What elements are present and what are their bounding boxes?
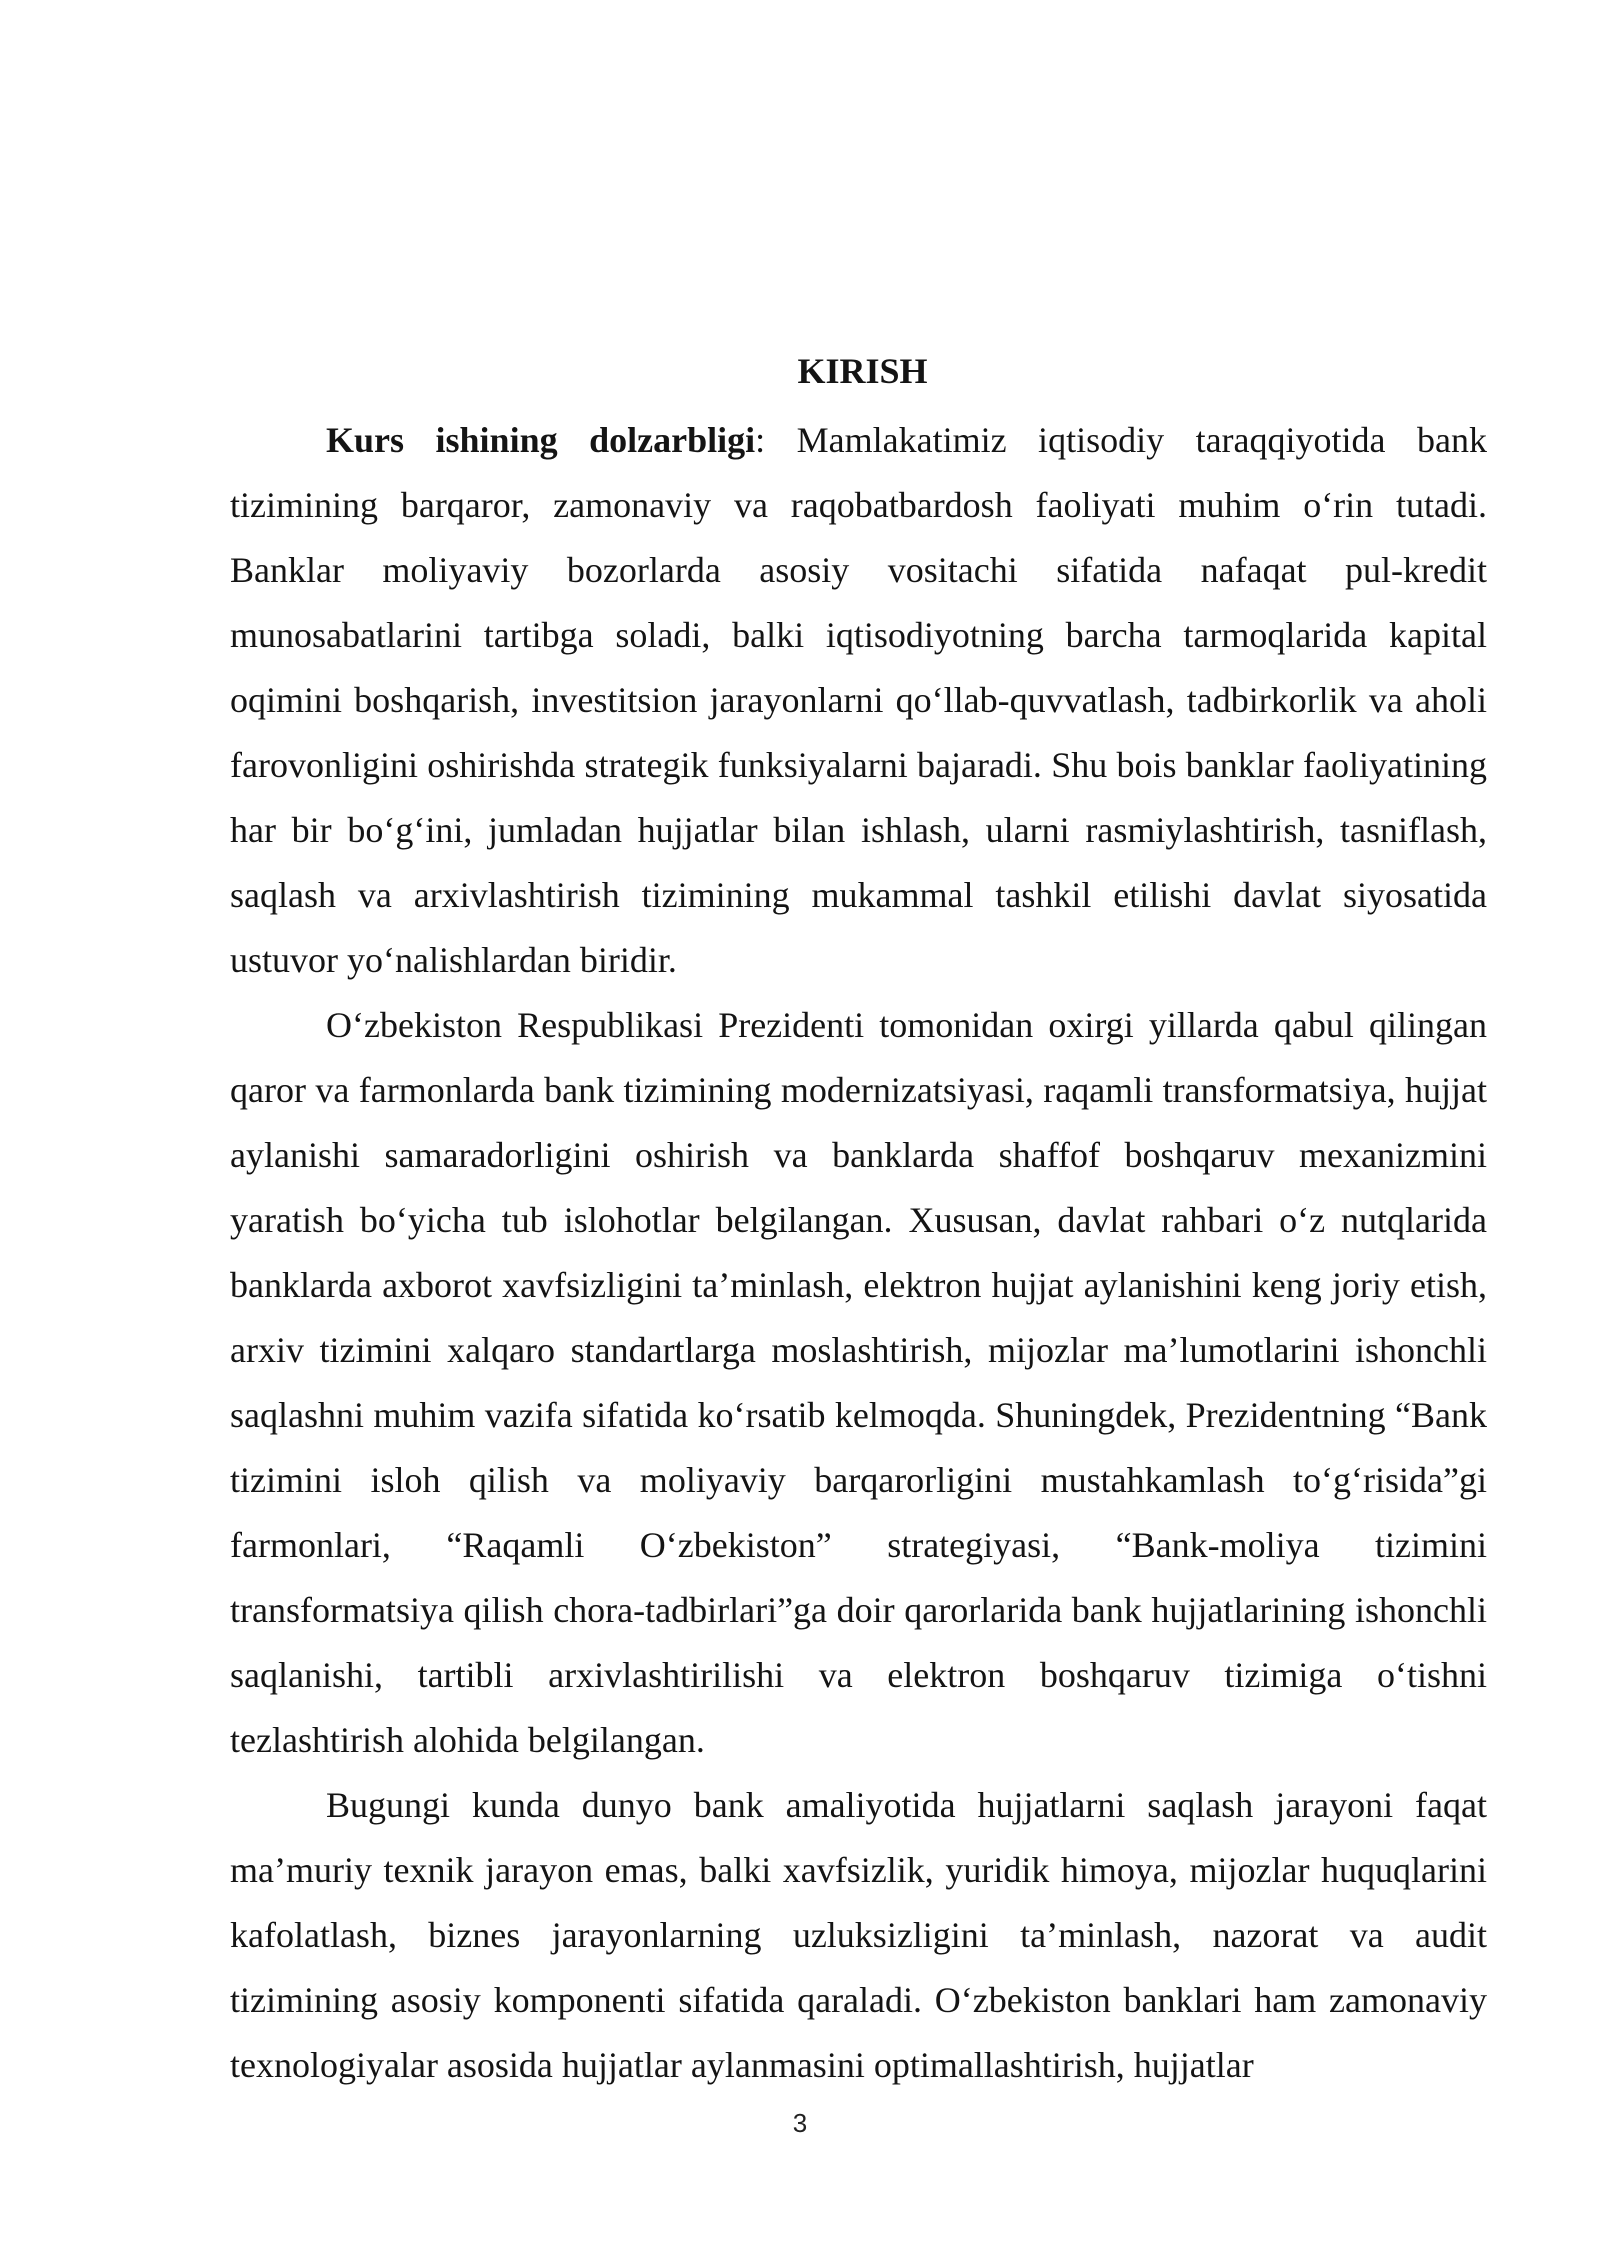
- paragraph-world-practice: [230, 1773, 1487, 2098]
- paragraph-president-decrees: [230, 993, 1487, 1773]
- paragraph-text: Mamlakatimiz iqtisodiy taraqqiyotida bank tizimining barqaror, zamonaviy va raqobatbardosh faoliyati muhim o‘rin tutadi. Banklar moliyaviy bozorlarda asosiy vositachi sifatida nafaqat pul-kredit munosabatlarini tartibga soladi, balki iqtisodiyotning barcha tarmoqlarida kapital oqimini boshqarish, investitsion jarayonlarni qo‘llab-quvvatlash, tadbirkorlik va aholi farovonligini oshirishda strategik funksiyalarni bajaradi. Shu bois banklar faoliyatining har bir bo‘g‘ini, jumladan hujjatlar bilan ishlash, ularni rasmiylashtirish, tasniflash, saqlash va arxivlashtirish tizimining mukammal tashkil etilishi davlat siyosatida ustuvor yo‘nalishlardan biridir.: [230, 420, 1487, 980]
- paragraph-relevance: [230, 408, 1487, 993]
- section-heading: KIRISH: [797, 351, 928, 391]
- paragraph-text: O‘zbekiston Respublikasi Prezidenti tomonidan oxirgi yillarda qabul qilingan qaror va farmonlarda bank tizimining modernizatsiyasi, raqamli transformatsiya, hujjat aylanishi samaradorligini oshirish va banklarda shaffof boshqaruv mexanizmini yaratish bo‘yicha tub islohotlar belgilangan. Xususan, davlat rahbari o‘z nutqlarida banklarda axborot xavfsizligini ta’minlash, elektron hujjat aylanishini keng joriy etish, arxiv tizimini xalqaro standartlarga moslashtirish, mijozlar ma’lumotlarini ishonchli saqlashni muhim vazifa sifatida ko‘rsatib kelmoqda. Shuningdek, Prezidentning “Bank tizimini isloh qilish va moliyaviy barqarorligini mustahkamlash to‘g‘risida”gi farmonlari, “Raqamli O‘zbekiston” strategiyasi, “Bank-moliya tizimini transformatsiya qilish chora-tadbirlari”ga doir qarorlarida bank hujjatlarining ishonchli saqlanishi, tartibli arxivlashtirilishi va elektron boshqaruv tizimiga o‘tishni tezlashtirish alohida belgilangan.: [230, 1005, 1487, 1760]
- paragraph-lead: Kurs ishining dolzarbligi: [326, 420, 756, 460]
- paragraph-lead-separator: :: [755, 420, 766, 460]
- paragraph-text: Bugungi kunda dunyo bank amaliyotida hujjatlarni saqlash jarayoni faqat ma’muriy texnik jarayon emas, balki xavfsizlik, yuridik himoya, mijozlar huquqlarini kafolatlash, biznes jarayonlarning uzluksizligini ta’minlash, nazorat va audit tizimining asosiy komponenti sifatida qaraladi. O‘zbekiston banklari ham zamonaviy texnologiyalar asosida hujjatlar aylanmasini optimallashtirish, hujjatlar: [230, 1785, 1487, 2085]
- page-number: 3: [792, 2108, 808, 2138]
- document-body: [230, 342, 1487, 2098]
